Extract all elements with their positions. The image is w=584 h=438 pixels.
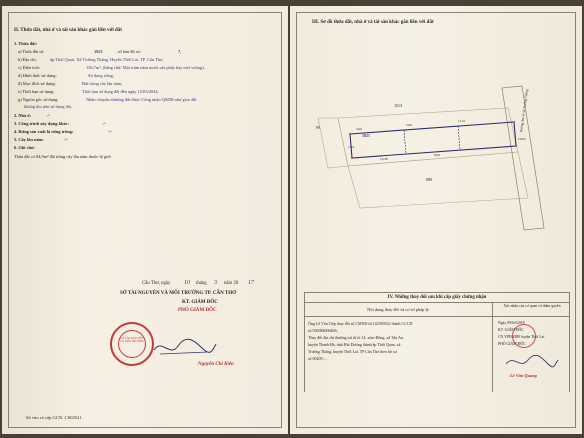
change-line-4: huyện Thanh Hà, tỉnh Hải Dương thành ấp Thới Quan, xã [308, 342, 401, 347]
left-signature [150, 332, 220, 362]
dim-4: 13,28 [380, 157, 388, 161]
planted-forest-heading: 4. Rừng sản xuất là rừng trồng: [14, 129, 74, 134]
change-line-6: số 00205/... [308, 356, 327, 361]
confirm-line-2: KT. GIÁM ĐỐC [498, 328, 524, 332]
purpose-label: đ) Mục đích sử dụng: [18, 81, 56, 86]
date-month-label: tháng [196, 281, 207, 286]
dim-1: 5,00 [356, 127, 362, 131]
date-year-label: năm 20 [224, 281, 239, 286]
parcel-no-value: 1021 [94, 49, 103, 54]
origin-value-1: Nhận chuyển nhượng đất được Công nhận QSDĐ như giao đất [86, 97, 197, 102]
duration-value: Thời hạn sử dụng đất đến ngày 15/03/2044, [82, 89, 159, 94]
official-red-stamp [110, 322, 154, 366]
confirm-line-3: CN VPĐKĐĐ huyện Thới Lai [498, 335, 545, 339]
duration-label: e) Thời hạn sử dụng: [18, 89, 55, 94]
perennial-trees-dashes: -/- [64, 137, 69, 142]
date-day: 10 [184, 280, 190, 286]
dim-3: 11,51 [458, 119, 466, 123]
land-parcel-heading: 1. Thửa đất: [14, 41, 38, 46]
dim-2: 5,00 [406, 123, 412, 127]
date-year: 17 [248, 280, 254, 286]
confirm-signer: Lê Văn Quang [510, 373, 537, 378]
registry-number: Số vào sổ cấp GCN: CS02521 [26, 415, 82, 420]
dim-5: 8,00 [434, 153, 440, 157]
house-heading: 2. Nhà ở: [14, 113, 32, 118]
map-sheet-label: , tờ bản đồ số: [116, 49, 141, 54]
notes-text: Thửa đất có 84,9m² đất trồng cây lâu năm thuộc lộ giới [14, 154, 111, 159]
confirm-red-stamp [512, 324, 536, 348]
origin-label: g) Nguồn gốc sử dụng: [18, 97, 59, 102]
perennial-trees-heading: 5. Cây lâu năm: [14, 137, 44, 142]
confirm-signature [504, 352, 560, 372]
purpose-value: Đất trồng cây lâu năm, [82, 81, 123, 86]
confirm-line-1: Ngày 09/04/2018 [498, 321, 525, 325]
left-page [2, 6, 288, 434]
house-dashes: -/- [46, 113, 51, 118]
table-col-confirmation: Xác nhận của cơ quan có thẩm quyền [503, 304, 561, 308]
section-ii-title: II. Thửa đất, nhà ở và tài sản khác gắn liền với đất [14, 28, 122, 33]
map-sheet-value: 7, [178, 49, 182, 54]
section-iii-title: III. Sơ đồ thửa đất, nhà ở và tài sản khác gắn liền với đất [312, 20, 434, 25]
use-form-label: d) Hình thức sử dụng: [18, 73, 57, 78]
signer-role-1: KT. GIÁM ĐỐC [182, 300, 218, 305]
other-construction-heading: 3. Công trình xây dựng khác: [14, 121, 70, 126]
planted-forest-dashes: -/- [108, 129, 113, 134]
parcel-no-label: a) Thửa đất số: [18, 49, 45, 54]
stamp-text: SỞ TÀI NGUYÊN VÀ MÔI TRƯỜNG [119, 336, 145, 344]
table-col-content: Nội dung thay đổi và cơ sở pháp lý [367, 307, 429, 312]
table-title: IV. Những thay đổi sau khi cấp giấy chứng nhận [387, 295, 487, 300]
address-value: ấp Thới Quan, Xã Trường Thắng, Huyện Thới Lai, TP. Cần Thơ, [50, 57, 164, 62]
change-line-2: số 030084006406; [308, 328, 338, 333]
change-line-3: Thay đổi địa chỉ thường trú từ tổ 14, xóm Đồng, xã Tân An, [308, 335, 404, 340]
area-label: c) Diện tích: [18, 65, 40, 70]
parcel-number-label: 1021 [362, 133, 370, 138]
dim-6: 10,65 [518, 137, 526, 141]
issuing-agency: SỞ TÀI NGUYÊN VÀ MÔI TRƯỜNG TP. CẦN THƠ [120, 291, 236, 296]
address-label: b) Địa chỉ: [18, 57, 37, 62]
road-label: Đường đan tổ xã Trường Thắng [519, 89, 529, 133]
signer-role-2: PHÓ GIÁM ĐỐC [178, 308, 217, 313]
right-page [290, 6, 582, 434]
area-value: 156,7m², (bằng chữ: Một trăm năm mươi sáu phẩy bảy mét vuông), [86, 65, 205, 70]
notes-heading: 6. Ghi chú: [14, 145, 35, 150]
confirm-line-4: PHÓ GIÁM ĐỐC [498, 342, 526, 346]
dim-7: 1,64 [348, 145, 354, 149]
neighbor-top-label: 1013 [394, 103, 402, 108]
neighbor-bottom-label: 889 [426, 177, 432, 182]
date-month: 3 [214, 280, 217, 286]
other-construction-dashes: -/- [102, 121, 107, 126]
change-line-5: Trường Thắng, huyện Thới Lai, TP Cần Thơ theo hồ sơ [308, 349, 397, 354]
neighbor-left-label: 99 [316, 125, 320, 130]
signer-name: Nguyễn Chí Kiên [198, 362, 234, 367]
date-place: Cần Thơ, ngày [142, 281, 171, 286]
origin-value-2: không thu tiền sử dụng đất, [24, 104, 72, 109]
change-line-1: Ông Lê Văn Tiệp thay đổi số CMND từ 142390522 thành CCCD [308, 321, 413, 326]
use-form-value: Sử dụng riêng, [88, 73, 114, 78]
